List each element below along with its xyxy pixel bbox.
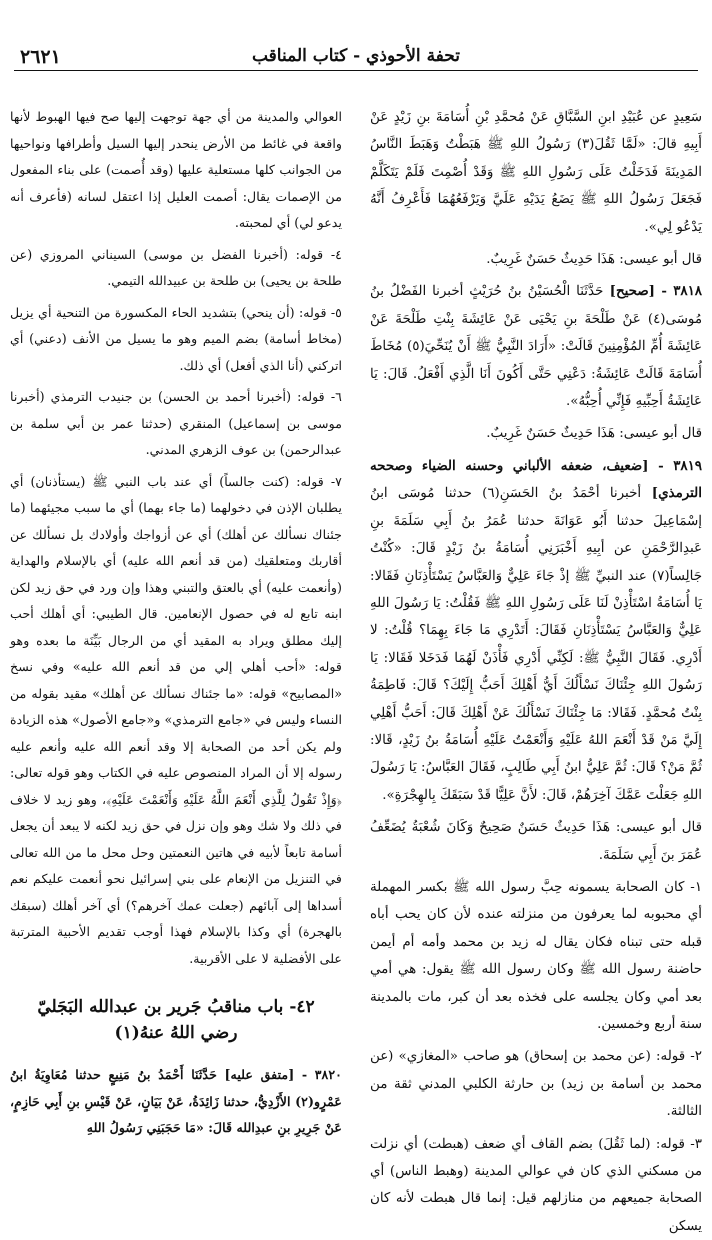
running-header: [14, 44, 698, 71]
footnote: ١- كان الصحابة يسمونه حِبَّ رسول الله ﷺ بكسر المهملة أي محبوبه لما يعرفون من منزلته عنده لأن كان يحب أباه قبله حتى تبناه فكان يقال له زيد بن محمد وأمه أم أيمن حاضنة رسول الله ﷺ وكان رسول الله ﷺ يقول: هي أمي بعد أمي وكان يجلسه على فخذه بعد أن كبر، مات بالمدينة سنة أربع وخمسين.: [370, 879, 703, 1032]
chapter-heading: [10, 994, 342, 1046]
header-title: تحفة الأحوذي - كتاب المناقب: [251, 46, 460, 66]
chapter-heading-line: رضي اللهُ عنهُ(١): [114, 1023, 238, 1043]
footnote: ٥- قوله: (أن ينحي) بتشديد الحاء المكسورة من التنحية أي يزيل (مخاط أسامة) بضم الميم وهو ما يسيل من الأنف (دعني) أي اتركني (أنا الذي أفعل) أي ذلك.: [10, 304, 342, 373]
footnote: ٢- قوله: (عن محمد بن إسحاق) هو صاحب «المغازي» (عن محمد بن أسامة بن زيد) بن حارثة الكلبي المدني ثقة من الثالثة.: [370, 1049, 702, 1120]
footnote: ٣- قوله: (لما ثَقُلَ) بضم القاف أي ضعف (هبطت) أي نزلت من مسكني الذي كان في عوالي المدينة (وهبط الناس) أي الصحابة جميعهم من منازلهم قيل: إنما قال هبطت لأنه كان يسكن: [370, 1136, 702, 1234]
hadith-paragraph: ٣٨٢٠ - [متفق عليه] حَدَّثَنَا أَحْمَدُ بنُ مَنِيعٍ حدثنا مُعَاوِيَةُ ابنُ عَمْرٍو(٢) الأَزْدِيُّ، حدثنا زَائِدَةُ، عَنْ بَيَانٍ، عَنْ قَيْسِ بنِ أَبِي حَازِمٍ، عَنْ جَرِيرِ بنِ عبدِالله قَالَ: «مَا حَجَبَنِي رَسُولُ اللهِ: [10, 1067, 342, 1135]
paragraph: سَعِيدٍ عن عُبَيْدِ ابنِ السَّبَّاقِ عَنْ مُحمَّدِ بْنِ أُسَامَةَ بنِ زَيْدٍ عَنْ أَبِيهِ قالَ: «لَمَّا ثَقُلَ(٣) رَسُولُ اللهِ ﷺ هَبَطْتُ وَهَبَطَ النَّاسُ المَدِينَةَ فَدَخَلْتُ عَلَى رَسُولِ اللهِ ﷺ وَقَدْ أُصْمِتَ فَلَمْ يَتَكَلَّمْ فَجَعَلَ رَسُولُ اللهِ ﷺ يَضَعُ يَدَيْهِ عَلَيَّ وَيَرْفَعُهُمَا فَأَعْرِفُ أَنَّهُ يَدْعُو لِي».: [370, 110, 702, 235]
paragraph: قال أبو عيسى: هَذَا حَدِيثٌ حَسَنٌ غَرِيبٌ.: [486, 426, 702, 442]
paragraph: ٣٨١٨ - [صحيح] حَدَّثَنَا الْحُسَيْنُ بنُ حُرَيْثٍ أخبرنا الفَضْلُ بنُ مُوسَى(٤) عَنْ طَلْحَةَ بنِ يَحْيَى عَنْ عَائِشَةَ بِنْتِ طَلْحَةَ عَنْ عَائِشَةَ أُمِّ المُؤْمِنِينَ قَالَتْ: «أَرَادَ النَّبِيُّ ﷺ أَنْ يُنَحِّيَ(٥) مُخَاطَ أُسَامَةَ قَالَتْ عَائِشَةُ: دَعْنِي حَتَّى أَكُونَ أَنَا الَّذِي أَفْعَلُ. قَالَ: يَا عَائِشَةُ أَحِبِّيهِ فَإِنِّي أُحِبُّهُ».: [370, 283, 703, 410]
footnote: ٤- قوله: (أخبرنا الفضل بن موسى) السيناني المروزي (عن طلحة بن يحيى) بن طلحة بن عبيدالله التيمي.: [10, 246, 342, 288]
chapter-heading-line: ٤٢- باب مناقبُ جَرير بن عبدالله البَجَليّ: [37, 997, 315, 1017]
paragraph: قال أبو عيسى: هَذَا حَدِيثٌ حَسَنٌ صَحِيحٌ وَكَانَ شُعْبَةُ يُضَعِّفُ عُمَرَ بنَ أَبِي سَلَمَةَ.: [370, 820, 702, 863]
left-column: [10, 104, 342, 1135]
page-number: ٢٦٢١: [20, 46, 61, 68]
footnote: العوالي والمدينة من أي جهة توجهت إليها صح فيها الهبوط لأنها واقعة في غائط من الأرض ينحدر إليها السيل وأطرافها ونواحيها من الجوانب كلها مستعلية عليها (وقد أُصمت) على بناء المفعول من الإصمات يقال: أصمت العليل إذا اعتقل لسانه (فأعرف أنه يدعو لي) أي لمحبته.: [10, 109, 342, 230]
right-column: [370, 104, 703, 1234]
paragraph: قال أبو عيسى: هَذَا حَدِيثٌ حَسَنٌ غَرِيبٌ.: [486, 252, 702, 268]
footnote: ٦- قوله: (أخبرنا أحمد بن الحسن) بن جنيدب الترمذي (أخبرنا موسى بن إسماعيل) المنقري (حدثنا عمر بن أبي سلمة بن عبدالرحمن) بن عوف الزهري المدني.: [10, 389, 342, 457]
paragraph: ٣٨١٩ - [ضعيف، ضعفه الألباني وحسنه الضياء وصححه الترمذي] أخبرنا أحْمَدُ بنُ الحَسَنِ(٦) حدثنا مُوسَى ابنُ إسْمَاعِيلَ حدثنا أَبُو عَوَانَةَ حدثنا عُمَرُ بنُ أَبِي سَلَمَةَ بنِ عَبدِالرَّحْمَنِ عن أبِيهِ أَخْبَرَنِي أُسَامَةُ بنُ زَيْدٍ قَالَ: «كُنْتُ جَالِساً(٧) عند النبيِّ ﷺ إذْ جَاءَ عَلِيٌّ وَالعَبَّاسُ يَسْتَأْذِنَانِ فَقَالا: يَا أُسَامَةُ اسْتَأْذِنْ لَنَا عَلَى رَسُولِ اللهِ ﷺ فَقُلْتُ: يَا رَسُولَ اللهِ عَلِيٌّ وَالعَبَّاسُ يَسْتَأْذِنَانِ فَقَالَ: أَتَدْرِي مَا جَاءَ بِهِمَا؟ قُلْتُ: لا أَدْرِي. فَقَالَ النَّبِيُّ ﷺ: لَكِنِّي أَدْرِي فَأْذَنْ لَهُمَا فَدَخَلا فَقَالا: يَا رَسُولَ اللهِ جِئْنَاكَ نَسْأَلُكَ أَيُّ أَهْلِكَ أَحَبُّ إِلَيْكَ؟ قَالَ: فَاطِمَةُ بِنْتُ مُحمَّدٍ. فَقَالا: مَا جِئْنَاكَ نَسْأَلُكَ عَنْ أَهْلِكَ قَالَ: أَحَبُّ أَهْلِي إِلَيَّ مَنْ قَدْ أَنْعَمَ اللهُ عَلَيْهِ وَأَنْعَمْتُ عَلَيْهِ أُسَامَةُ بنُ زَيْدٍ، قَالا: ثُمَّ مَنْ؟ قَالَ: ثُمَّ عَلِيُّ ابنُ أَبِي طَالِبٍ، فَقَالَ العَبَّاسُ: يَا رَسُولَ اللهِ جَعَلْتَ عَمَّكَ آخِرَهُمْ، قَالَ: لأَنَّ عَلِيًّا قَدْ سَبَقَكَ بِالهِجْرَةِ».: [370, 457, 702, 803]
footnote: ٧- قوله: (كنت جالساً) أي عند باب النبي ﷺ (يستأذنان) أي يطلبان الإذن في دخولهما (ما جاء بهما) أي ما سبب مجيئهما (ما جئناك نسألك عن أهلك) أي عن أزواجك وأولادك بل نسألك عن أقاربك ومتعلقيك (من قد أنعم الله عليه) أي بالإسلام والهداية (وأنعمت عليه) أي بالعتق والتبني وهذا وإن ورد في حق زيد لكن ابنه تابع له في حصول الإنعامين. قال الطيبي: أي أهلك أحب إليك مطلق ويراد به المقيد أي من الرجال بَيِّنَة ما بعده وهو قوله: «أحب أهلي إلي من قد أنعم الله عليه» وفي نسخ «المصابيح» قوله: «ما جئناك نسألك عن أهلك» مقيد بقوله من النساء وليس في «جامع الترمذي» و«جامع الأصول» هذه الزيادة ولم يكن أحد من الصحابة إلا وقد أنعم الله عليه وأنعم عليه رسوله إلا أن المراد المنصوص عليه في الكتاب وهو قوله تعالى: ﴿وَإِذْ تَقُولُ لِلَّذِي أَنْعَمَ اللَّهُ عَلَيْهِ وَأَنْعَمْتَ عَلَيْهِ﴾، وهو زيد لا خلاف في ذلك ولا شك وهو وإن نزل في حق زيد لكنه لا يبعد أن يجعل أسامة تابعاً لأبيه في هاتين النعمتين وحل محل ما من الله تعالى في التنزيل من الإنعام على بني إسرائيل نحو أنعمت عليكم نعم أسداها إلى آبائهم (جعلت عمك آخرهم؟) أي آخر أهلك (سبقك بالهجرة) أي وكذا بالإسلام فهذا أوجب تقديم الأحبية المترتبة على الأفضلية لا على الأقربية.: [10, 473, 342, 966]
